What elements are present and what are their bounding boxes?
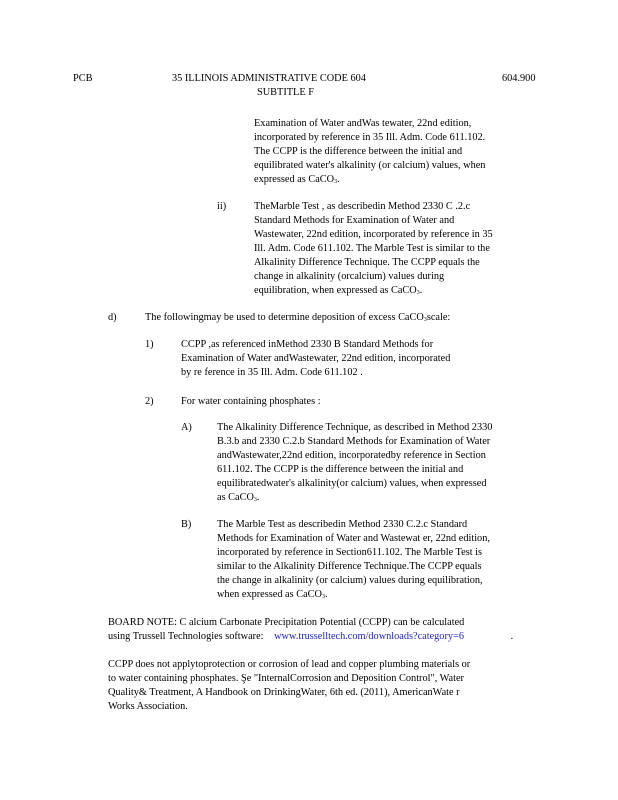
paragraph-alkalinity-difference-cont: Examination of Water andWas tewater, 22nd edition, incorporated by reference in 35 Ill. Adm. Code 611.102. The CCPP is the difference between the initial and equilibrated water's alkalinity (or calcium) values, when expressed as CaCO3. — [254, 118, 486, 185]
board-note: BOARD NOTE: C alcium Carbonate Precipitation Potential (CCPP) can be calculated using Trussell Technologies software: www.trusselltech.com/downloads?category=6 . — [108, 617, 514, 642]
item-1-label: 1) — [145, 339, 154, 350]
paragraph-marble-test: TheMarble Test , as describedin Method 2330 C .2.c Standard Methods for Examination of Water and Wastewater, 22nd edition, incorporated by reference in 35 Ill. Adm. Code 611.102. The Marble Test is similar to the Alkalinity Difference Technique. The CCPP equals the change in alkalinity (orcalcium) values during equilibration, when expressed as CaCO3. — [254, 201, 493, 296]
item-ii-label: ii) — [217, 201, 227, 212]
header-subtitle: SUBTITLE F — [257, 87, 314, 98]
trusselltech-link[interactable]: www.trusselltech.com/downloads?category=6 — [274, 631, 464, 642]
item-d-label: d) — [108, 312, 117, 323]
header-code-title: 35 ILLINOIS ADMINISTRATIVE CODE 604 — [172, 73, 366, 84]
item-B-label: B) — [181, 519, 192, 530]
paragraph-alkalinity-difference-technique: The Alkalinity Difference Technique, as described in Method 2330 B.3.b and 2330 C.2.b Standard Methods for Examination of Water andWastewater,22nd edition, incorporatedby reference in Section 611.102. The CCPP is the difference between the initial and equilibratedwater's alkalinity(or calcium) values, when expressed as CaCO3. — [217, 422, 493, 503]
item-d-text: The followingmay be used to determine deposition of excess CaCO3scale: — [145, 312, 451, 323]
item-2-text: For water containing phosphates : — [181, 396, 321, 407]
item-2-label: 2) — [145, 396, 154, 407]
paragraph-marble-test-phosphates: The Marble Test as describedin Method 2330 C.2.c Standard Methods for Examination of Water and Wastewat er, 22nd edition, incorporated by reference in Section611.102. The Marble Test is similar to the Alkalinity Difference Technique.The CCPP equals the change in alkalinity (or calcium) values during equilibration, when expressed as CaCO3. — [217, 519, 490, 600]
paragraph-ccpp-applicability: CCPP does not applytoprotection or corrosion of lead and copper plumbing materials or to water containing phosphates. Şe "InternalCorrosion and Deposition Control", Water Quality& Treatment, A Handbook on DrinkingWater, 6th ed. (2011), AmericanWate r Works Association. — [108, 659, 471, 712]
item-A-label: A) — [181, 422, 192, 433]
header-section-number: 604.900 — [502, 73, 536, 84]
header-agency: PCB — [73, 73, 93, 84]
paragraph-ccpp-reference: CCPP ,as referenced inMethod 2330 B Standard Methods for Examination of Water andWastewater, 22nd edition, incorporated by re ference in 35 Ill. Adm. Code 611.102 . — [181, 339, 451, 378]
